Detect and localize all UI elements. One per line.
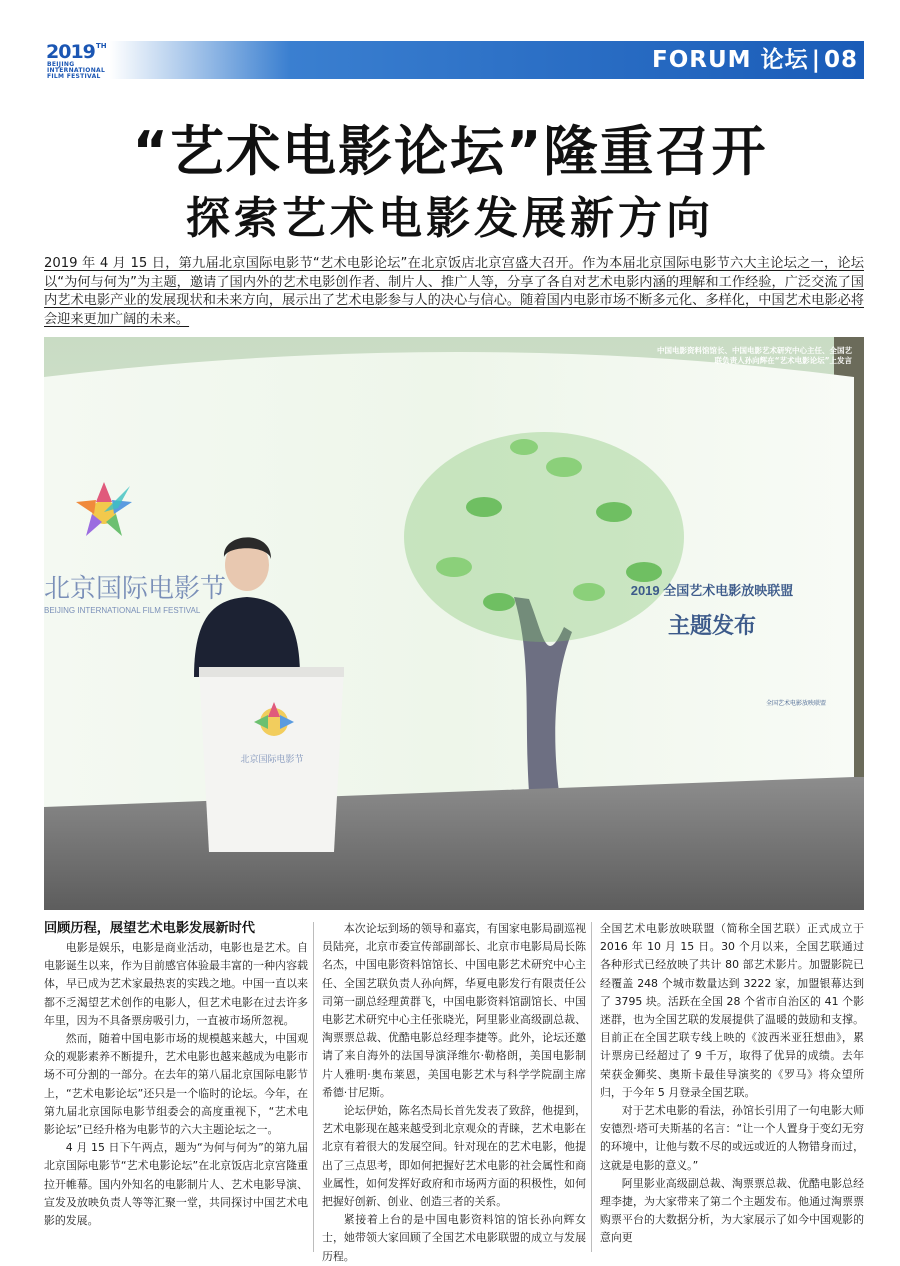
article-column-2 (322, 920, 586, 1263)
paragraph: 阿里影业高级副总裁、淘票票总裁、优酷电影总经理李捷，为大家带来了第二个主题发布。他通过淘票票购票平台的大数据分析，为大家展示了如今中国观影的意向更 (600, 1176, 864, 1245)
subheadline: 探索艺术电影发展新方向 (186, 193, 714, 244)
podium-logo-text: 北京国际电影节 (240, 754, 304, 764)
screen-small-logo: 全国艺术电影放映联盟 (765, 701, 827, 707)
stage-illustration (44, 337, 864, 910)
paragraph: 然而，随着中国电影市场的规模越来越大，中国观众的观影素养不断提升，艺术电影也越来越成为电影市场不可分割的一部分。在去年的第八届北京国际电影节上，“艺术电影论坛”还只是一个临时的论坛。今年，在第九届北京国际电影节组委会的高度重视下，“艺术电影论坛”已经升格为电影节的六大主题论坛之一。 (44, 1032, 308, 1137)
logo-line-1: BEIJING (47, 61, 75, 68)
event-photo (44, 337, 864, 910)
festival-logo (46, 41, 126, 79)
paragraph: 紧接着上台的是中国电影资料馆的馆长孙向辉女士，她带领大家回顾了全国艺术电影联盟的成立与发展历程。 (322, 1213, 586, 1263)
screen-title: 2019 全国艺术电影放映联盟 (630, 583, 794, 598)
logo-line-3: FILM FESTIVAL (47, 73, 101, 80)
headline: “艺术电影论坛”隆重召开 (132, 120, 768, 183)
lead-paragraph: 2019 年 4 月 15 日，第九届北京国际电影节“艺术电影论坛”在北京饭店北京宫盛大召开。作为本届北京国际电影节六大主论坛之一，论坛以“为何与何为”为主题，邀请了国内外的艺术电影创作者、制片人、推广人等，分享了各自对艺术电影内涵的理解和工作经验，广泛交流了国内艺术电影产业的发展现状和未来方向，展示出了艺术电影参与人的决心与信心。随着国内电影市场不断多元化、多样化，中国艺术电影必将会迎来更加广阔的未来。 (44, 256, 864, 327)
page-header (44, 41, 864, 79)
article-column-3 (600, 920, 864, 1255)
section-label (652, 41, 858, 79)
paragraph: 本次论坛到场的领导和嘉宾，有国家电影局副巡视员陆亮，北京市委宣传部副部长、北京市电影局局长陈名杰，中国电影资料馆馆长、中国电影艺术研究中心主任、全国艺联负责人孙向辉，华夏电影发行有限责任公司第一副总经理黄群飞，中国电影资料馆副馆长、中国电影艺术研究中心主任张晓光，阿里影业高级副总裁、淘票票总裁、优酷电影总经理李捷等。此外，论坛还邀请了来自海外的法国导演泽维尔·勒格朗，美国电影制片人雅明·奥布莱恩，美国电影艺术与科学学院副主席希德·甘尼斯。 (322, 922, 586, 1099)
logo-ordinal: TH (96, 42, 107, 50)
paragraph: 电影是娱乐，电影是商业活动，电影也是艺术。自电影诞生以来，作为目前感官体验最丰富的一种内容载体，早已成为艺术家最热衷的实践之地。中国一直以来都不乏渴望艺术创作的电影人，但艺术电影在过去许多年里，因为不具备票房吸引力，一直被市场所忽视。 (44, 941, 308, 1027)
logo-year: 2019 (46, 41, 95, 63)
page-number: 08 (823, 47, 858, 73)
paragraph: 全国艺术电影放映联盟（简称全国艺联）正式成立于 2016 年 10 月 15 日。30 个月以来，全国艺联通过各种形式已经放映了共计 80 部艺术影片。加盟影院已经覆盖 248 个城市数量达到 3222 家，加盟银幕达到了 3795 块。活跃在全国 28 个省市自治区的 41 个影迷群，也为全国艺联的发展提供了温暖的鼓励和支撑。目前正在全国艺联专线上映的《波西米亚狂想曲》，累计票房已经超过了 9 千万，取得了优异的成绩。去年荣获金狮奖、奥斯卡最佳导演奖的《罗马》将众望所归，于今年 5 月登录全国艺联。 (600, 922, 864, 1099)
article-column-1 (44, 920, 308, 1255)
column-divider (313, 922, 314, 1252)
logo-line-2: INTERNATIONAL (47, 67, 106, 74)
podium (199, 667, 344, 852)
paragraph: 对于艺术电影的看法，孙馆长引用了一句电影大师安德烈·塔可夫斯基的名言：“让一个人置身于变幻无穷的环境中，让他与数不尽的或远或近的人物错身而过，这就是电影的意义。” (600, 1104, 864, 1172)
column-divider (591, 922, 592, 1252)
article-subhead: 回顾历程，展望艺术电影发展新时代 (44, 921, 255, 936)
paragraph: 论坛伊始，陈名杰局长首先发表了致辞，他提到，艺术电影现在越来越受到北京观众的青睐，艺术电影在北京有着很大的发展空间。针对现在的艺术电影，他提出了三点思考，即如何把握好艺术电影的社会属性和商业属性，如何发挥好政府和市场两方面的积极性，如何把握好创新、创业、创造三者的关系。 (322, 1104, 586, 1209)
photo-caption: 中国电影资料馆馆长、中国电影艺术研究中心主任、全国艺联负责人孙向辉在“艺术电影论坛”上发言 (657, 346, 852, 365)
paragraph: 4 月 15 日下午两点，题为“为何与何为”的第九届北京国际电影节“艺术电影论坛”在北京饭店北京宫隆重拉开帷幕。国内外知名的电影制片人、艺术电影导演、宣发及放映负责人等等汇聚一堂，共同探讨中国艺术电影的发展。 (44, 1141, 308, 1228)
backdrop-logo-en: BEIJING INTERNATIONAL FILM FESTIVAL (44, 606, 201, 615)
section-name: FORUM 论坛 (652, 47, 809, 73)
backdrop-logo-text: 北京国际电影节 (44, 573, 227, 603)
section-divider: | (811, 47, 821, 73)
screen-subtitle: 主题发布 (667, 613, 757, 638)
